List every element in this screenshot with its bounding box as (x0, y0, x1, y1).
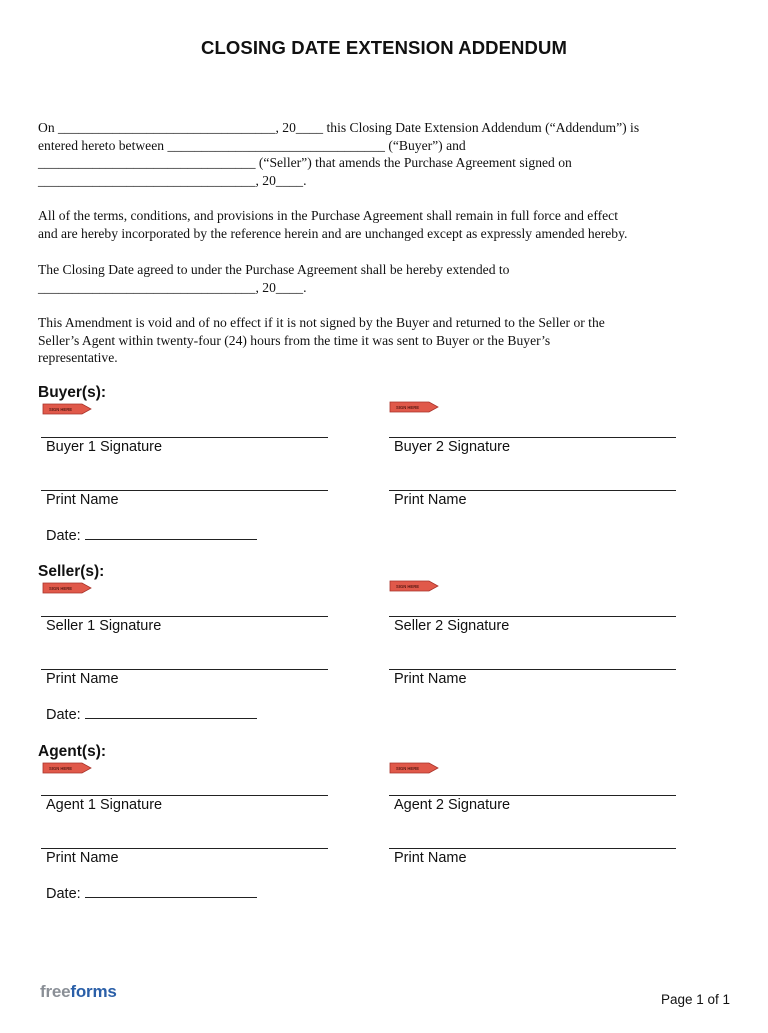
buyer1-signature-line[interactable] (41, 437, 328, 438)
logo-forms-text: forms (70, 982, 117, 1001)
sign-here-text: SIGN HERE (49, 407, 73, 413)
sign-here-tag[interactable] (389, 580, 439, 592)
seller2-print-name-line[interactable] (389, 669, 676, 670)
sign-here-tag-icon (389, 401, 439, 413)
agent2-print-name-label: Print Name (394, 850, 467, 866)
paragraph-agreement-date (38, 119, 728, 189)
sign-here-tag[interactable] (42, 762, 92, 774)
seller1-print-name-label: Print Name (46, 671, 119, 687)
sign-here-text: SIGN HERE (396, 584, 420, 590)
text-line: ________________________________, 20____. (38, 172, 307, 188)
buyer2-print-name-line[interactable] (389, 490, 676, 491)
text-line: This Amendment is void and of no effect if it is not signed by the Buyer and returned to the Seller or the (38, 315, 605, 330)
sign-here-text: SIGN HERE (396, 405, 420, 411)
sign-here-tag-icon (389, 762, 439, 774)
agent-date-field (46, 885, 257, 902)
paragraph-terms (38, 207, 728, 242)
buyer2-signature-line[interactable] (389, 437, 676, 438)
buyer1-print-name-line[interactable] (41, 490, 328, 491)
seller1-print-name-line[interactable] (41, 669, 328, 670)
sign-here-tag[interactable] (389, 401, 439, 413)
text-line: All of the terms, conditions, and provisions in the Purchase Agreement shall remain in full force and effect (38, 208, 618, 223)
sellers-heading: Seller(s): (38, 563, 105, 580)
text-line: and are hereby incorporated by the reference herein and are unchanged except as expressly amended hereby. (38, 225, 628, 241)
text-line: The Closing Date agreed to under the Purchase Agreement shall be hereby extended to (38, 262, 510, 277)
text-line: representative. (38, 350, 118, 366)
agents-heading: Agent(s): (38, 743, 107, 760)
text-line: On ________________________________, 20____ this Closing Date Extension Addendum (“Addendum”) is (38, 120, 640, 135)
seller2-signature-line[interactable] (389, 616, 676, 617)
page-number: Page 1 of 1 (660, 992, 730, 1007)
paragraph-extension (38, 261, 728, 296)
seller2-print-name-label: Print Name (394, 671, 467, 687)
sign-here-tag-icon (42, 582, 92, 594)
text-line: Seller’s Agent within twenty-four (24) hours from the time it was sent to Buyer or the Buyer’s (38, 332, 551, 348)
text-line: ________________________________ (“Seller”) that amends the Purchase Agreement signed on (38, 155, 572, 171)
buyer2-signature-label: Buyer 2 Signature (394, 439, 511, 455)
sign-here-tag[interactable] (389, 762, 439, 774)
agent2-print-name-line[interactable] (389, 848, 676, 849)
date-label: Date: (46, 886, 81, 902)
text-line: entered hereto between ________________________________ (“Buyer”) and (38, 137, 466, 153)
seller-date-field (46, 706, 257, 723)
sign-here-text: SIGN HERE (396, 766, 420, 772)
sign-here-tag-icon (42, 762, 92, 774)
agent-date-line[interactable] (85, 885, 257, 898)
agent1-signature-line[interactable] (41, 795, 328, 796)
text-line: ________________________________, 20____. (38, 279, 307, 295)
logo-free-text: free (40, 982, 71, 1001)
document-title: CLOSING DATE EXTENSION ADDENDUM (201, 37, 567, 58)
agent1-print-name-line[interactable] (41, 848, 328, 849)
seller-date-line[interactable] (85, 706, 257, 719)
date-label: Date: (46, 528, 81, 544)
agent2-signature-line[interactable] (389, 795, 676, 796)
seller2-signature-label: Seller 2 Signature (394, 618, 510, 634)
buyers-heading: Buyer(s): (38, 384, 107, 401)
buyer2-print-name-label: Print Name (394, 492, 467, 508)
buyer-date-field (46, 527, 257, 544)
agent1-print-name-label: Print Name (46, 850, 119, 866)
freeforms-logo[interactable] (40, 982, 117, 1002)
seller1-signature-line[interactable] (41, 616, 328, 617)
buyer1-signature-label: Buyer 1 Signature (46, 439, 163, 455)
date-label: Date: (46, 707, 81, 723)
paragraph-void-clause (38, 314, 728, 367)
buyer1-print-name-label: Print Name (46, 492, 119, 508)
sign-here-tag-icon (389, 580, 439, 592)
sign-here-tag[interactable] (42, 582, 92, 594)
buyer-date-line[interactable] (85, 527, 257, 540)
agent2-signature-label: Agent 2 Signature (394, 797, 511, 813)
sign-here-text: SIGN HERE (49, 586, 73, 592)
seller1-signature-label: Seller 1 Signature (46, 618, 162, 634)
agent1-signature-label: Agent 1 Signature (46, 797, 163, 813)
sign-here-tag-icon (42, 403, 92, 415)
sign-here-tag[interactable] (42, 403, 92, 415)
sign-here-text: SIGN HERE (49, 766, 73, 772)
